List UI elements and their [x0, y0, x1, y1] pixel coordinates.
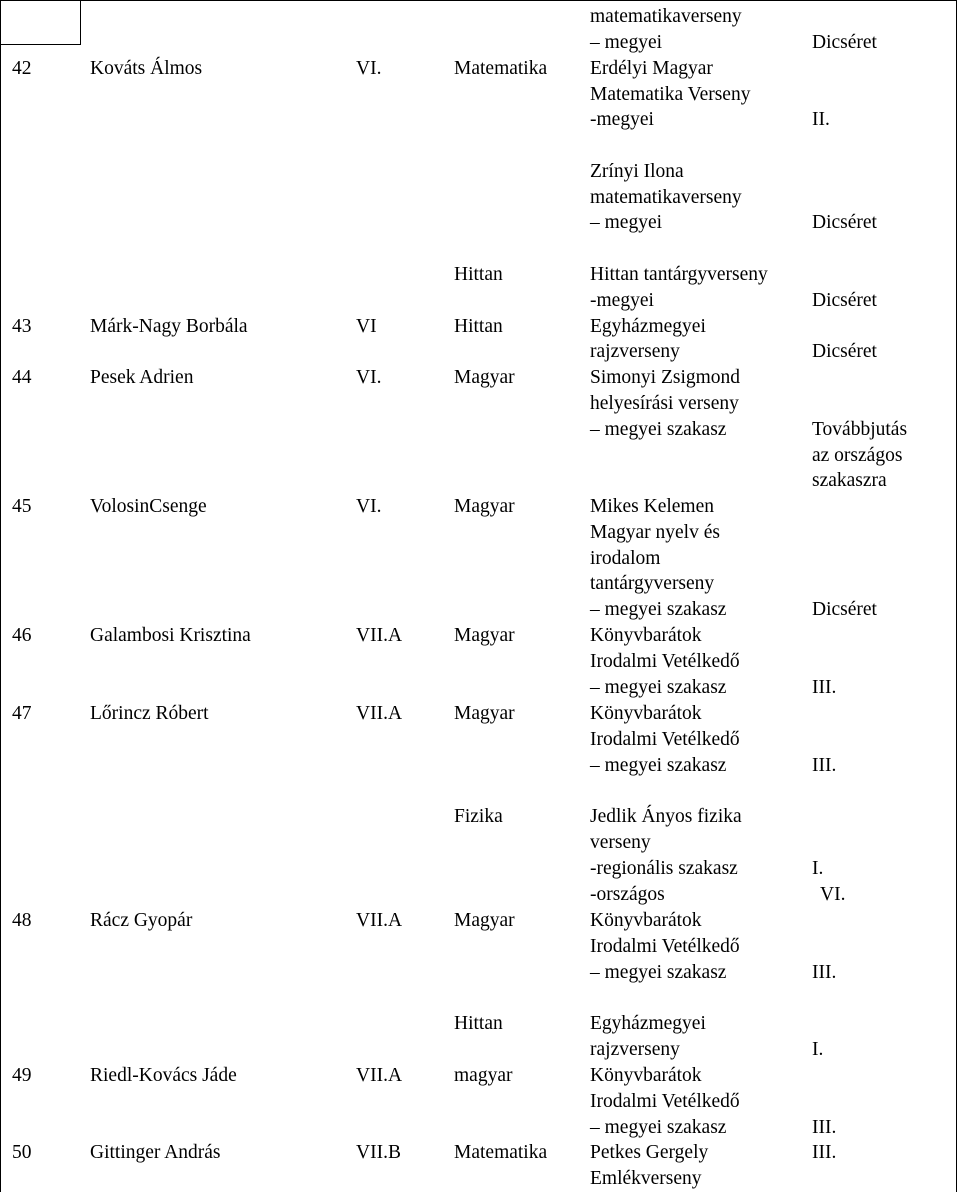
student-number: 49 — [12, 1065, 32, 1086]
competition-line: – megyei — [590, 212, 663, 233]
result-line: III. — [812, 962, 837, 983]
competition-line: Mikes Kelemen — [590, 496, 715, 517]
subject: Hittan — [454, 316, 503, 337]
competition-line: -országos — [590, 884, 665, 905]
competition-line: Magyar nyelv és — [590, 522, 720, 543]
competition-line: – megyei szakasz — [590, 962, 727, 983]
result-line: III. — [812, 1117, 837, 1138]
student-class: VI. — [356, 496, 382, 517]
competition-line: Jedlik Ányos fizika — [590, 806, 742, 827]
student-class: VI. — [356, 367, 382, 388]
competition-line: rajzverseny — [590, 1039, 680, 1060]
result-line: Dicséret — [812, 290, 877, 311]
competition-line: rajzverseny — [590, 341, 680, 362]
result-line: Továbbjutás — [812, 419, 908, 440]
competition-line: – megyei szakasz — [590, 419, 727, 440]
competition-line: matematikaverseny — [590, 187, 742, 208]
competition-line: verseny — [590, 832, 651, 853]
student-class: VII.B — [356, 1142, 401, 1163]
competition-line: Hittan tantárgyverseny — [590, 264, 768, 285]
competition-line: – megyei szakasz — [590, 755, 727, 776]
student-class: VII.A — [356, 1065, 403, 1086]
top-left-cell — [0, 0, 81, 45]
left-border — [0, 0, 1, 1192]
student-class: VI — [356, 316, 377, 337]
subject: Hittan — [454, 1013, 503, 1034]
competition-line: – megyei szakasz — [590, 1117, 727, 1138]
competition-line: matematikaverseny — [590, 6, 742, 27]
student-number: 48 — [12, 910, 32, 931]
student-number: 50 — [12, 1142, 32, 1163]
result-line: az országos — [812, 445, 903, 466]
result-line: VI. — [820, 884, 846, 905]
result-line: II. — [812, 109, 830, 130]
competition-line: -megyei — [590, 290, 654, 311]
competition-line: Irodalmi Vetélkedő — [590, 1091, 740, 1112]
subject: Magyar — [454, 703, 515, 724]
student-number: 43 — [12, 316, 32, 337]
competition-line: tantárgyverseny — [590, 573, 715, 594]
result-line: Dicséret — [812, 599, 877, 620]
right-border — [956, 0, 957, 1192]
competition-line: Irodalmi Vetélkedő — [590, 651, 740, 672]
student-number: 45 — [12, 496, 32, 517]
student-name: Kováts Álmos — [90, 58, 203, 79]
competition-line: Erdélyi Magyar — [590, 58, 713, 79]
competition-line: Irodalmi Vetélkedő — [590, 729, 740, 750]
subject: Matematika — [454, 58, 548, 79]
subject: Hittan — [454, 264, 503, 285]
student-name: Márk-Nagy Borbála — [90, 316, 248, 337]
student-number: 42 — [12, 58, 32, 79]
subject: Fizika — [454, 806, 503, 827]
competition-line: Könyvbarátok — [590, 1065, 702, 1086]
subject: Matematika — [454, 1142, 548, 1163]
student-class: VII.A — [356, 910, 403, 931]
result-line: III. — [812, 677, 837, 698]
top-border — [0, 0, 956, 1]
competition-line: Könyvbarátok — [590, 910, 702, 931]
competition-line: -megyei — [590, 109, 654, 130]
competition-line: Könyvbarátok — [590, 625, 702, 646]
student-name: VolosinCsenge — [90, 496, 207, 517]
competition-line: Egyházmegyei — [590, 316, 706, 337]
result-line: szakaszra — [812, 470, 887, 491]
competition-line: Petkes Gergely — [590, 1142, 709, 1163]
result-line: I. — [812, 858, 824, 879]
result-line: Dicséret — [812, 341, 877, 362]
result-line: Dicséret — [812, 32, 877, 53]
competition-line: Egyházmegyei — [590, 1013, 706, 1034]
student-class: VI. — [356, 58, 382, 79]
competition-line: – megyei szakasz — [590, 677, 727, 698]
result-line: III. — [812, 1142, 837, 1163]
competition-line: Irodalmi Vetélkedő — [590, 936, 740, 957]
subject: magyar — [454, 1065, 513, 1086]
competition-line: – megyei szakasz — [590, 599, 727, 620]
subject: Magyar — [454, 910, 515, 931]
student-class: VII.A — [356, 703, 403, 724]
competition-line: Emlékverseny — [590, 1168, 702, 1189]
competition-line: Könyvbarátok — [590, 703, 702, 724]
student-class: VII.A — [356, 625, 403, 646]
student-number: 46 — [12, 625, 32, 646]
student-number: 47 — [12, 703, 32, 724]
student-name: Rácz Gyopár — [90, 910, 193, 931]
competition-line: – megyei — [590, 32, 663, 53]
subject: Magyar — [454, 496, 515, 517]
competition-line: Zrínyi Ilona — [590, 161, 684, 182]
competition-line: Matematika Verseny — [590, 84, 751, 105]
student-name: Lőrincz Róbert — [90, 703, 209, 724]
student-number: 44 — [12, 367, 32, 388]
student-name: Pesek Adrien — [90, 367, 194, 388]
competition-line: helyesírási verseny — [590, 393, 739, 414]
student-name: Riedl-Kovács Jáde — [90, 1065, 237, 1086]
result-line: III. — [812, 755, 837, 776]
result-line: Dicséret — [812, 212, 877, 233]
student-name: Galambosi Krisztina — [90, 625, 251, 646]
competition-line: -regionális szakasz — [590, 858, 738, 879]
competition-line: Simonyi Zsigmond — [590, 367, 741, 388]
subject: Magyar — [454, 367, 515, 388]
subject: Magyar — [454, 625, 515, 646]
student-name: Gittinger András — [90, 1142, 221, 1163]
result-line: I. — [812, 1039, 824, 1060]
competition-line: irodalom — [590, 548, 661, 569]
